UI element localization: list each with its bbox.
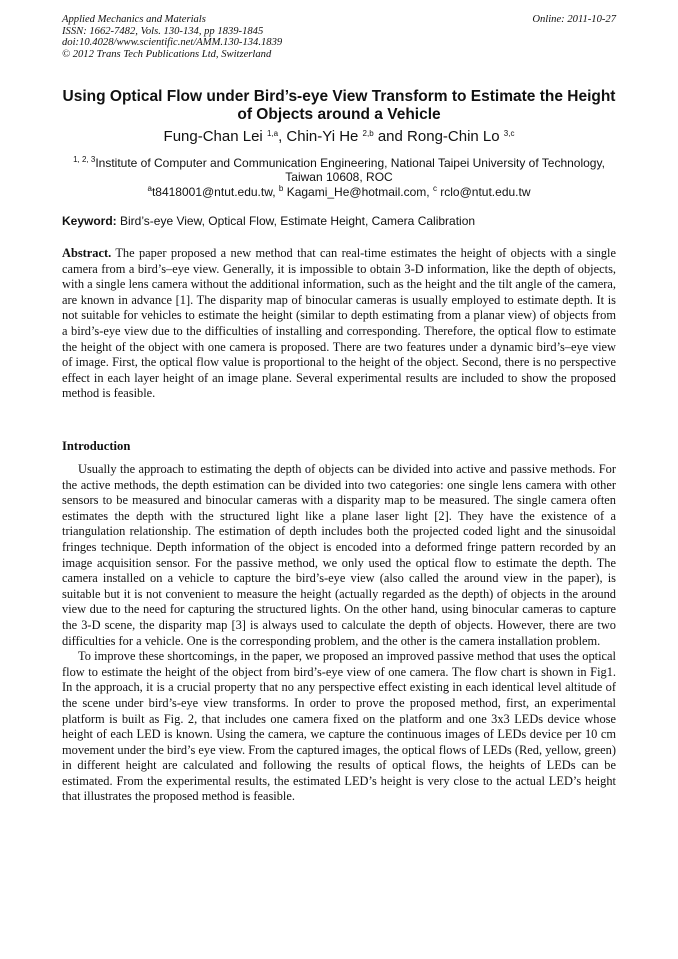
journal-header	[62, 14, 616, 60]
email-address: rclo@ntut.edu.tw	[436, 185, 531, 199]
email-address: Kagami_He@hotmail.com,	[283, 185, 433, 199]
affiliation-marker: 1, 2, 3	[73, 155, 96, 164]
copyright-line: © 2012 Trans Tech Publications Ltd, Switzerland	[62, 48, 272, 60]
author-separator: and	[373, 128, 408, 145]
affiliation	[62, 156, 616, 184]
abstract	[62, 246, 616, 402]
author-name: Chin-Yi He	[286, 128, 359, 145]
issn-line: ISSN: 1662-7482, Vols. 130-134, pp 1839-1845	[62, 25, 264, 37]
author-name: Fung-Chan Lei	[163, 128, 263, 145]
author-affiliation-marker: 1,a	[266, 129, 279, 138]
keywords-label: Keyword:	[62, 214, 121, 228]
author-line	[62, 128, 616, 146]
section-heading-introduction: Introduction	[62, 439, 131, 453]
email-marker: b	[278, 184, 284, 193]
email-line	[62, 185, 616, 199]
doi-line: doi:10.4028/www.scientific.net/AMM.130-134.1839	[62, 37, 283, 48]
keywords	[62, 214, 616, 228]
author-affiliation-marker: 3,c	[503, 129, 515, 138]
author-separator: ,	[278, 128, 287, 145]
email-address: t8418001@ntut.edu.tw,	[151, 185, 279, 199]
keywords-text: Bird’s-eye View, Optical Flow, Estimate Height, Camera Calibration	[120, 214, 476, 228]
introduction-paragraph-1: Usually the approach to estimating the depth of objects can be divided into active and passive methods. For the active methods, the depth estimation can be divided into two categories: one single lens camera with other sensors to be measured and binocular cameras with a disparity map to be measured. The single camera often estimates the depth with the structured light like a plane laser light [2]. They have the existence of a triangulation relationship. The estimation of depth includes both the projected coded light and the sinusoidal fringes technique. Depth information of the object is encoded into a deformed fringe pattern recorded by an image acquisition sensor. For the passive method, we only used the optical flow to estimate the depth. The camera installed on a vehicle to capture the bird’s-eye view (also called the around view in the paper), is suitable but it is not convenient to measure the height (actually regarded as the depth) of objects in the around view due to the need for capturing the structured lights. On the other hand, using binocular cameras to capture the 3-D scene, the disparity map [3] is always used to calculate the depth of objects. However, there are two difficulties for a vehicle. One is the corresponding problem, and the other is the camera installation problem.	[62, 462, 616, 648]
email-marker: a	[147, 184, 152, 193]
abstract-text: The paper proposed a new method that can real-time estimates the height of objects with a single camera from a bird’s–eye view. Generally, it is impossible to obtain 3-D information, like the depth of objects, with a single lens camera without the additional information, such as the height and the tilt angle of the camera, are known in advance [1]. The disparity map of binocular cameras is usually employed to estimate depth. It is not suitable for vehicles to estimate the height (similar to depth estimating from a planar view) of objects from a bird’s-eye view due to the difficulties of installing and corresponding. Therefore, the optical flow to estimate the height of the object with one camera is proposed. There are two features under a dynamic bird’s–eye view of image. First, the optical flow value is proportional to the height of the object. Second, there is no perspective effect in each layer height of an image plane. Several experimental results are included to show the proposed method is feasible.	[62, 246, 616, 401]
introduction-paragraph-2: To improve these shortcomings, in the paper, we proposed an improved passive method that uses the optical flow to estimate the height of the object from bird’s-eye view of one camera. The flow chart is shown in Fig1. In the approach, it is a crucial property that no any perspective effect existing in each identical level altitude of the scene under bird’s-eye view transforms. In order to prove the proposed method, first, an experimental platform is built as Fig. 2, that includes one camera fixed on the platform and one 3x3 LEDs device whose height of each LED is known. Using the camera, we capture the continuous images of LEDs device per 10 cm movement under the bird’s eye view. From the captured images, the optical flows of LEDs (Red, yellow, green) in different height are calculated and following the results of optical flows, the heights of LEDs can be estimated. From the experimental results, the estimated LED’s height is very close to the actual LED’s height that illustrates the proposed method is feasible.	[62, 649, 616, 804]
affiliation-text: Institute of Computer and Communication Engineering, National Taipei University of Technology, Taiwan 10608, ROC	[95, 156, 605, 184]
introduction-body	[62, 462, 616, 805]
online-date: Online: 2011-10-27	[532, 14, 616, 25]
journal-name: Applied Mechanics and Materials	[62, 14, 206, 25]
author-affiliation-marker: 2,b	[362, 129, 374, 138]
author-name: Rong-Chin Lo	[407, 128, 500, 145]
abstract-label: Abstract.	[62, 246, 112, 260]
paper-title: Using Optical Flow under Bird’s-eye View Transform to Estimate the Height of Objects around a Vehicle	[62, 88, 616, 123]
email-marker: c	[432, 184, 437, 193]
